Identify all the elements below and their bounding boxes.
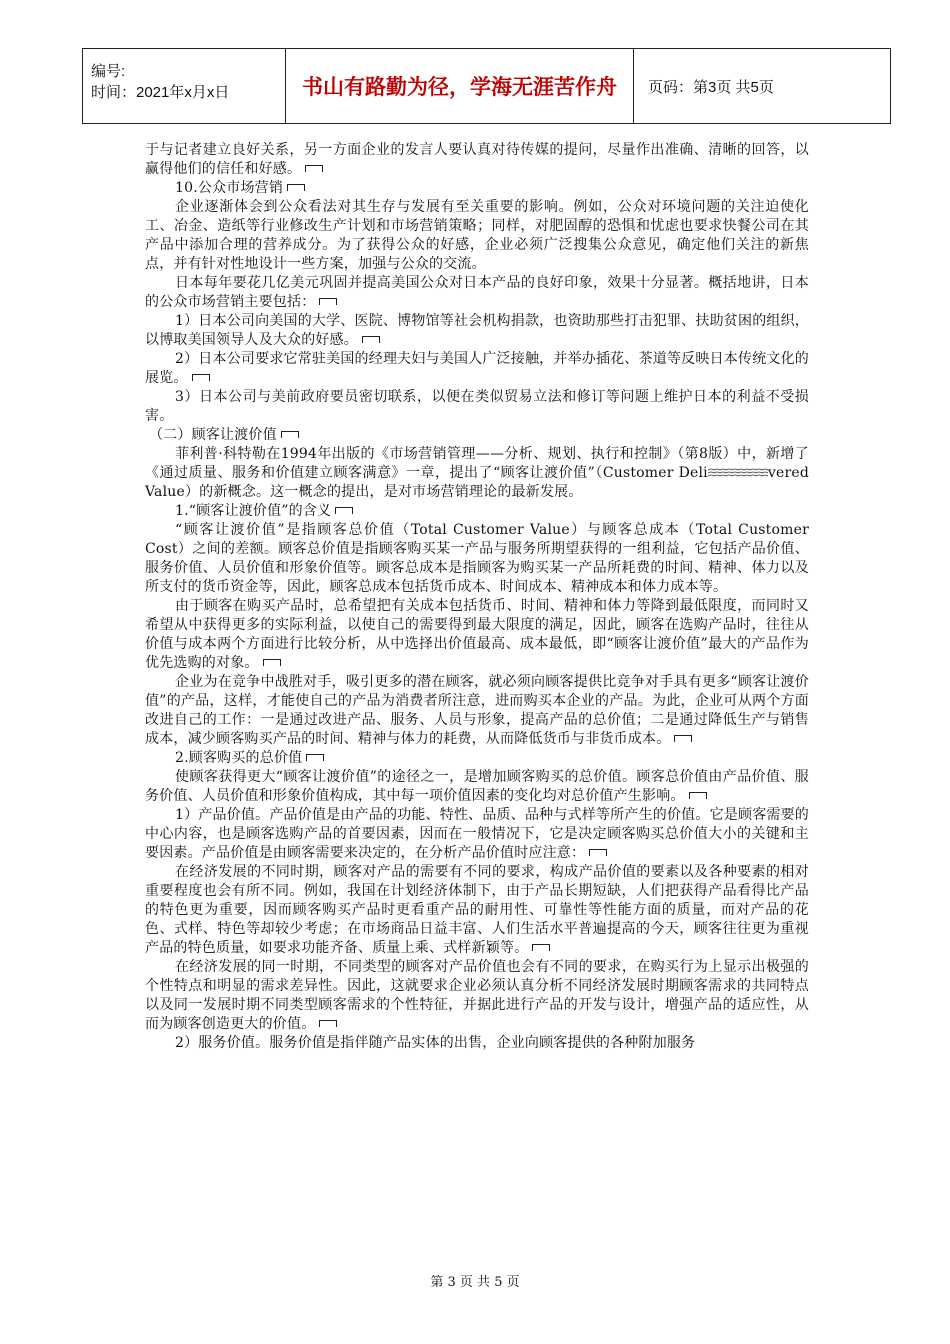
motto: 书山有路勤为径，学海无涯苦作舟 bbox=[286, 49, 634, 123]
paragraph: 在经济发展的同一时期，不同类型的顾客对产品价值也会有不同的要求，在购买行为上显示出极强的个性特点和明显的需求差异性。因此，这就要求企业必须认真分析不同经济发展时期顾客需求的共同特点以及同一发展时期不同类型顾客需求的个性特征，并据此进行产品的开发与设计，增强产品的适应性，从而为顾客创造更大的价值。 bbox=[145, 959, 809, 1032]
paragraph: 企业逐渐体会到公众看法对其生存与发展有至关重要的影响。例如，公众对环境问题的关注迫使化工、冶金、造纸等行业修改生产计划和市场营销策略；同样，对肥固醇的恐惧和忧虑也要求快餐公司在其产品中添加合理的营养成分。为了获得公众的好感，企业必须广泛搜集公众意见，确定他们关注的新焦点，并有针对性地设计一些方案，加强与公众的交流。 bbox=[145, 199, 809, 272]
paragraph: 企业为在竞争中战胜对手，吸引更多的潜在顾客，就必须向顾客提供比竞争对手具有更多“顾客让渡价值”的产品，这样，才能使自己的产品为消费者所注意，进而购买本企业的产品。为此，企业可从两个方面改进自己的工作：一是通过改进产品、服务、人员与形象，提高产品的总价值；二是通过降低生产与销售成本，减少顾客购买产品的时间、精神与体力的耗费，从而降低货币与非货币成本。 bbox=[145, 674, 809, 747]
paragraph: “顾客让渡价值”是指顾客总价值（Total Customer Value）与顾客总成本（Total Customer Cost）之间的差额。顾客总价值是指顾客购买某一产品与服务所期望获得的一组利益，它包括产品价值、服务价值、人员价值和形象价值等。顾客总成本是指顾客为购买某一产品所耗费的时间、精神、体力以及所支付的货币资金等，因此，顾客总成本包括货币成本、时间成本、精神成本和体力成本等。 bbox=[145, 522, 809, 595]
paragraph: 2）服务价值。服务价值是指伴随产品实体的出售，企业向顾客提供的各种附加服务 bbox=[175, 1035, 696, 1051]
paragraph: 1）产品价值。产品价值是由产品的功能、特性、品质、品种与式样等所产生的价值。它是顾客需要的中心内容，也是顾客选购产品的首要因素，因而在一般情况下，它是决定顾客购买总价值大小的关键和主要因素。产品价值是由顾客需要来决定的，在分析产品价值时应注意： bbox=[145, 807, 809, 861]
paragraph-mark-icon bbox=[319, 298, 337, 305]
paragraph-mark-icon bbox=[335, 507, 353, 514]
paragraph-mark-icon bbox=[674, 735, 692, 742]
paragraph: 使顾客获得更大“顾客让渡价值”的途径之一，是增加顾客购买的总价值。顾客总价值由产品价值、服务价值、人员价值和形象价值构成，其中每一项价值因素的变化均对总价值产生影响。 bbox=[145, 769, 809, 804]
time-label: 时间：2021年x月x日 bbox=[91, 84, 230, 101]
paragraph: 在经济发展的不同时期，顾客对产品的需要有不同的要求，构成产品价值的要素以及各种要素的相对重要程度也会有所不同。例如，我国在计划经济体制下，由于产品长期短缺，人们把获得产品看得比产品的特色更为重要，因而顾客购买产品时更看重产品的耐用性、可靠性等性能方面的质量，而对产品的花色、式样、特色等却较少考虑；在市场商品日益丰富、人们生活水平普遍提高的今天，顾客往往更为重视产品的特色质量，如要求功能齐备、质量上乘、式样新颖等。 bbox=[145, 864, 809, 956]
paragraph: 2）日本公司要求它常驻美国的经理夫妇与美国人广泛接触，并举办插花、茶道等反映日本传统文化的展览。 bbox=[145, 351, 809, 386]
paragraph: 菲利普·科特勒在1994年出版的《市场营销管理——分析、规划、执行和控制》（第8版）中，新增了《通过质量、服务和价值建立顾客满意》一章，提出了“顾客让渡价值”（Customer Deli vered Value）的新概念。这一概念的提出，是对市场营销理论的最新发展。 bbox=[145, 446, 809, 500]
page-info: 页码：第3页 共5页 bbox=[648, 78, 774, 96]
paragraph-mark-icon bbox=[306, 754, 324, 761]
page-footer: 第 3 页 共 5 页 bbox=[430, 1275, 520, 1290]
paragraph: 于与记者建立良好关系，另一方面企业的发言人要认真对待传媒的提问，尽量作出准确、清晰的回答，以赢得他们的信任和好感。 bbox=[145, 142, 809, 177]
paragraph: 10.公众市场营销 bbox=[145, 179, 809, 198]
page-header bbox=[82, 48, 891, 124]
paragraph-mark-icon bbox=[192, 374, 210, 381]
paragraph-mark-icon bbox=[362, 336, 380, 343]
paragraph: 1.“顾客让渡价值”的含义 bbox=[145, 502, 809, 521]
wavy-line-mark bbox=[708, 468, 768, 478]
paragraph-mark-icon bbox=[319, 1020, 337, 1027]
paragraph-mark-icon bbox=[263, 659, 281, 666]
paragraph-mark-icon bbox=[281, 431, 299, 438]
paragraph: 1）日本公司向美国的大学、医院、博物馆等社会机构捐款，也资助那些打击犯罪、扶助贫困的组织，以博取美国领导人及大众的好感。 bbox=[145, 313, 809, 348]
paragraph-mark-icon bbox=[689, 792, 707, 799]
paragraph-mark-icon bbox=[287, 184, 305, 191]
paragraph: 3）日本公司与美前政府要员密切联系，以便在类似贸易立法和修订等问题上维护日本的利益不受损害。 bbox=[145, 389, 809, 424]
paragraph: （二）顾客让渡价值 bbox=[145, 426, 809, 445]
paragraph-mark-icon bbox=[589, 849, 607, 856]
header-left-cell bbox=[83, 49, 286, 123]
number-label: 编号: bbox=[91, 63, 126, 80]
paragraph-mark-icon bbox=[305, 165, 323, 172]
paragraph: 日本每年要花几亿美元巩固并提高美国公众对日本产品的良好印象，效果十分显著。概括地讲，日本的公众市场营销主要包括： bbox=[145, 275, 809, 310]
paragraph-mark-icon bbox=[532, 944, 550, 951]
paragraph: 由于顾客在购买产品时，总希望把有关成本包括货币、时间、精神和体力等降到最低限度，而同时又希望从中获得更多的实际利益，以使自己的需要得到最大限度的满足，因此，顾客在选购产品时，往往从价值与成本两个方面进行比较分析，从中选择出价值最高、成本最低，即“顾客让渡价值”最大的产品作为优先选购的对象。 bbox=[145, 598, 809, 671]
paragraph: 2.顾客购买的总价值 bbox=[145, 749, 809, 768]
body-text bbox=[145, 141, 809, 1053]
